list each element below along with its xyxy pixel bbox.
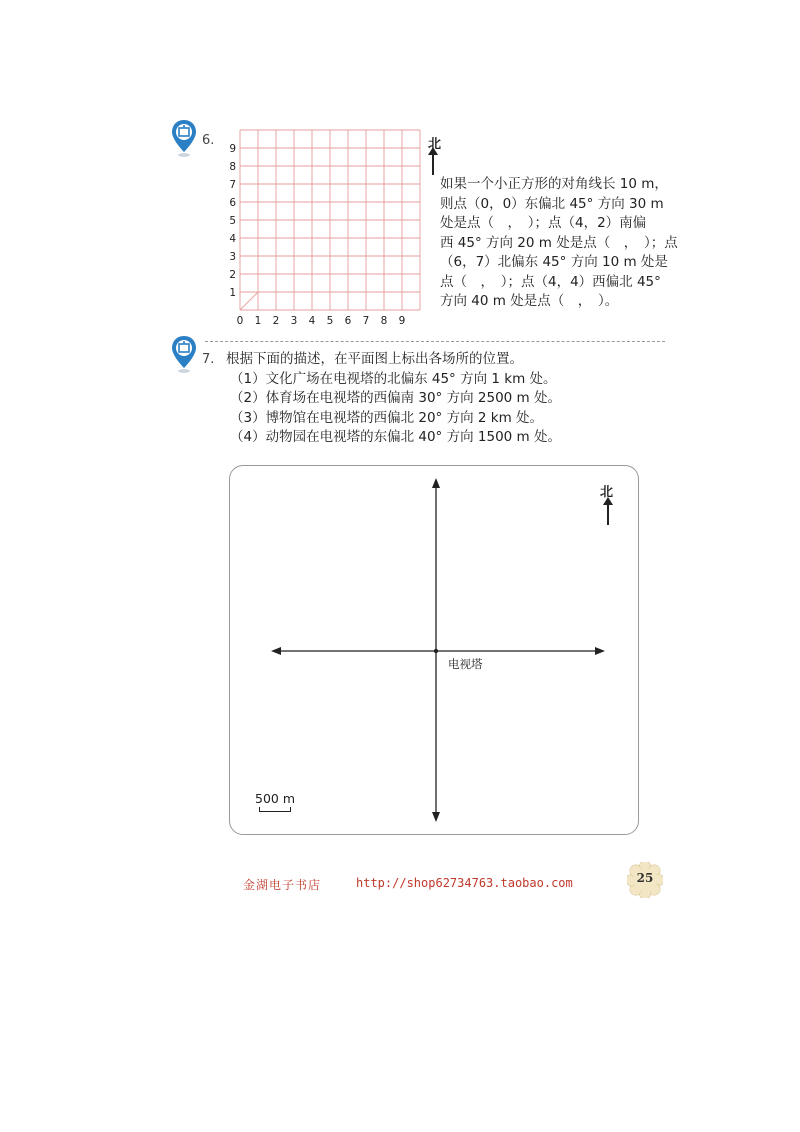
q6-line: （6，7）北偏东 45° 方向 10 m 处是 [440, 254, 668, 270]
q6-line: 方向 40 m 处是点（ ， ）。 [440, 293, 619, 309]
question-6-number: 6. [202, 133, 215, 148]
y-tick-label: 8 [229, 161, 236, 173]
x-tick-label: 1 [254, 315, 262, 327]
x-tick-label: 3 [290, 315, 298, 327]
x-tick-label: 4 [308, 315, 316, 327]
north-label: 北 [428, 137, 442, 152]
x-tick-label: 0 [236, 315, 244, 327]
question-7-number: 7. [202, 352, 215, 367]
footer-url[interactable]: http://shop62734763.taobao.com [356, 876, 573, 890]
x-tick-label: 2 [272, 315, 280, 327]
page-number-badge [627, 862, 663, 898]
q7-item: （2）体育场在电视塔的西偏南 30° 方向 2500 m 处。 [230, 390, 561, 406]
x-tick-label: 6 [344, 315, 352, 327]
page-number: 25 [636, 871, 654, 885]
x-tick-label: 9 [398, 315, 406, 327]
q7-title: 根据下面的描述，在平面图上标出各场所的位置。 [226, 351, 523, 367]
map-north-label: 北 [600, 485, 614, 500]
q7-item: （1）文化广场在电视塔的北偏东 45° 方向 1 km 处。 [230, 370, 557, 387]
scale-bar [259, 807, 291, 812]
y-tick-label: 7 [229, 179, 236, 191]
footer-store-name: 金湖电子书店 [243, 878, 322, 892]
tv-tower-point [434, 649, 438, 653]
scale-label: 500 m [255, 791, 296, 806]
y-tick-label: 3 [229, 251, 236, 263]
x-tick-label: 7 [362, 315, 370, 327]
map-north-indicator [600, 481, 624, 531]
q6-line: 西 45° 方向 20 m 处是点（ ， ）；点 [440, 234, 678, 251]
y-tick-label: 9 [229, 143, 236, 155]
y-tick-label: 6 [229, 197, 236, 209]
axis-arrow-left-icon [271, 647, 281, 655]
y-tick-label: 5 [229, 215, 236, 227]
y-tick-label: 4 [229, 233, 236, 245]
x-tick-label: 5 [326, 315, 334, 327]
tv-tower-label: 电视塔 [448, 657, 483, 671]
q6-line: 如果一个小正方形的对角线长 10 m， [440, 176, 668, 192]
axis-arrow-right-icon [595, 647, 605, 655]
q6-line: 点（ ， ）；点（4，4）西偏北 45° [440, 273, 661, 290]
north-arrow-icon [607, 503, 609, 525]
q7-item: （3）博物馆在电视塔的西偏北 20° 方向 2 km 处。 [230, 409, 544, 426]
axis-arrow-down-icon [432, 812, 440, 822]
x-tick-label: 8 [380, 315, 388, 327]
axis-arrow-up-icon [432, 478, 440, 488]
y-tick-label: 2 [229, 269, 236, 281]
q6-line: 则点（0，0）东偏北 45° 方向 30 m [440, 195, 664, 212]
y-tick-label: 1 [229, 287, 236, 299]
q7-item: （4）动物园在电视塔的东偏北 40° 方向 1500 m 处。 [230, 429, 561, 445]
q6-line: 处是点（ ， ）；点（4，2）南偏 [440, 215, 647, 231]
